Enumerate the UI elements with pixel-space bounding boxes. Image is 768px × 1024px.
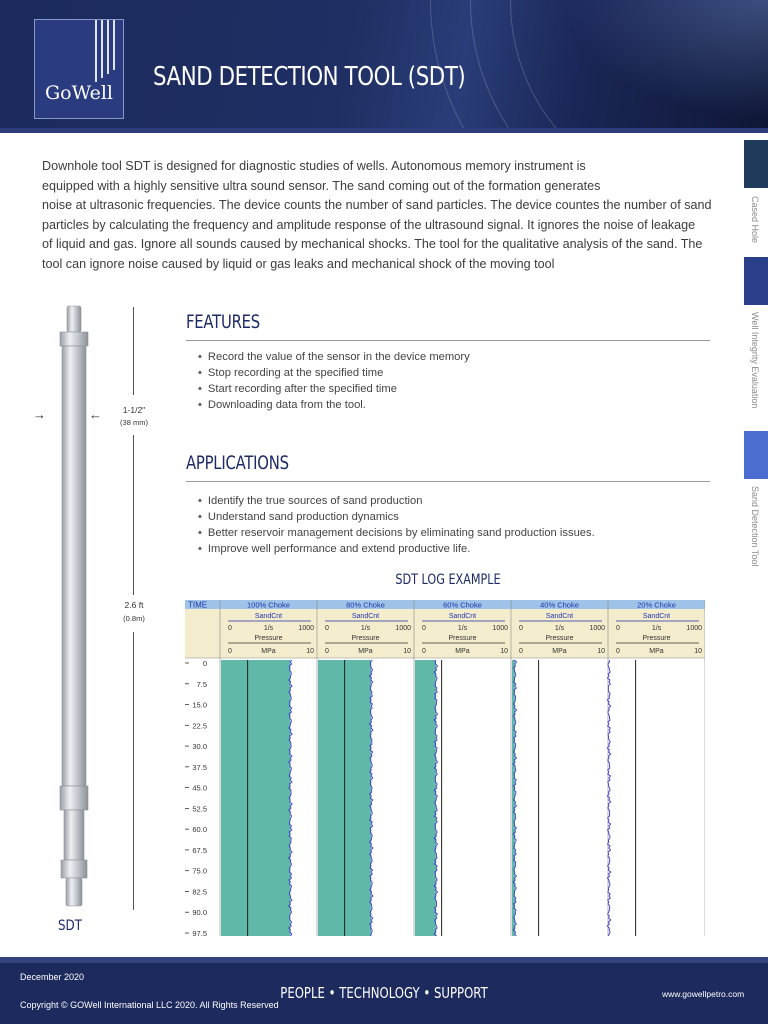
log-pressure-label: Pressure	[254, 635, 283, 642]
applications-list	[198, 493, 595, 557]
log-track-title: 20% Choke	[637, 600, 676, 610]
log-pressure-label: Pressure	[351, 635, 380, 642]
log-depth-tick-label: 30.0	[192, 742, 207, 752]
log-pressure-label: Pressure	[642, 635, 671, 642]
list-item: • Identify the true sources of sand production	[198, 493, 595, 509]
log-sand-min: 0	[228, 625, 232, 632]
log-pressure-max: 10	[500, 648, 508, 655]
side-tab-sand-detection[interactable]	[744, 431, 768, 479]
log-sand-label: SandCnt	[545, 613, 574, 620]
intro-line: Downhole tool SDT is designed for diagnostic studies of wells. Autonomous memory instrument is	[42, 159, 586, 173]
features-divider	[186, 340, 710, 341]
log-depth-tick-label: 15.0	[192, 700, 207, 710]
log-sand-unit: 1/s	[263, 625, 274, 632]
log-sand-min: 0	[422, 625, 426, 632]
footer-copyright: Copyright © GOWell International LLC 2020. All Rights Reserved	[20, 1000, 279, 1010]
log-pressure-max: 10	[306, 648, 314, 655]
log-pressure-min: 0	[519, 648, 523, 655]
list-item: • Record the value of the sensor in the device memory	[198, 349, 470, 365]
dimension-line	[133, 632, 134, 910]
intro-paragraph	[42, 157, 732, 274]
log-depth-tick-label: 97.5	[192, 929, 207, 936]
log-pressure-min: 0	[325, 648, 329, 655]
dimension-arrow-left-icon: ←	[89, 407, 102, 422]
log-depth-tick-label: 37.5	[192, 762, 207, 772]
applications-divider	[186, 481, 710, 482]
log-track-title: 40% Choke	[540, 600, 579, 610]
header-bottom-bar	[0, 128, 768, 133]
company-logo	[34, 19, 124, 119]
sdt-log-chart	[185, 600, 705, 936]
log-pressure-max: 10	[694, 648, 702, 655]
log-sand-unit: 1/s	[360, 625, 371, 632]
side-tab-label: Cased Hole	[750, 196, 760, 244]
footer-tagline: PEOPLE • TECHNOLOGY • SUPPORT	[280, 984, 488, 1002]
log-sand-label: SandCnt	[642, 613, 671, 620]
list-item: • Downloading data from the tool.	[198, 397, 470, 413]
footer-date: December 2020	[20, 972, 85, 982]
features-heading: FEATURES	[186, 311, 260, 333]
log-pressure-min: 0	[228, 648, 232, 655]
list-item: • Stop recording at the specified time	[198, 365, 470, 381]
intro-line: tool can ignore noise caused by liquid or gas leaks and mechanical shock of the moving tool	[42, 256, 555, 271]
log-sand-count-fill	[415, 660, 436, 936]
log-pressure-label: Pressure	[545, 635, 574, 642]
footer-website-link[interactable]: www.gowellpetro.com	[662, 989, 745, 999]
log-sand-label: SandCnt	[448, 613, 477, 620]
log-pressure-unit: MPa	[358, 648, 373, 655]
log-depth-tick-label: 52.5	[192, 804, 207, 814]
log-sand-max: 1000	[589, 625, 605, 632]
log-depth-tick-label: 45.0	[192, 783, 207, 793]
log-pressure-unit: MPa	[552, 648, 567, 655]
log-sand-label: SandCnt	[351, 613, 380, 620]
log-pressure-min: 0	[422, 648, 426, 655]
intro-line: of liquid and gas. Ignore all sounds caused by mechanical shocks. The tool for the qualitative analysis of the sand. The	[42, 237, 703, 251]
log-depth-tick-label: 60.0	[192, 825, 207, 835]
log-sand-count-fill	[221, 660, 290, 936]
length-m-label: (0.8m)	[123, 614, 145, 623]
tool-name-label: SDT	[58, 918, 82, 934]
list-item: • Better reservoir management decisions by eliminating sand production issues.	[198, 525, 595, 541]
side-tab-well-integrity[interactable]	[744, 257, 768, 305]
log-depth-tick-label: 67.5	[192, 845, 207, 855]
log-pressure-unit: MPa	[649, 648, 664, 655]
dimension-arrow-right-icon: →	[33, 407, 46, 422]
dimension-line	[133, 435, 134, 595]
log-sand-min: 0	[519, 625, 523, 632]
applications-heading: APPLICATIONS	[186, 452, 289, 474]
side-tab-label: Well Integrity Evaluation	[750, 312, 760, 409]
diameter-label: 1-1/2"	[122, 405, 146, 415]
log-depth-tick-label: 82.5	[192, 887, 207, 897]
intro-line: equipped with a highly sensitive ultra sound sensor. The sand coming out of the formation generates	[42, 178, 601, 193]
intro-line: particles by calculating the frequency and amplitude response of the ultrasound signal. It ignores the noise of leakage	[42, 217, 696, 232]
footer-top-bar	[0, 957, 768, 963]
tool-illustration	[55, 300, 95, 910]
logo-lines-icon	[93, 20, 119, 82]
log-depth-tick-label: 7.5	[196, 679, 207, 689]
log-sand-unit: 1/s	[457, 625, 468, 632]
log-sand-min: 0	[325, 625, 329, 632]
log-depth-tick-label: 22.5	[192, 721, 207, 731]
log-depth-tick-label: 75.0	[192, 866, 207, 876]
log-depth-tick-label: 90.0	[192, 908, 207, 918]
intro-line: noise at ultrasonic frequencies. The device counts the number of sand particles. The device countes the number of sand	[42, 198, 712, 212]
log-pressure-min: 0	[616, 648, 620, 655]
log-sand-min: 0	[616, 625, 620, 632]
log-sand-max: 1000	[298, 625, 314, 632]
dimension-line	[133, 307, 134, 395]
log-track-title: 60% Choke	[443, 600, 482, 610]
log-sand-unit: 1/s	[554, 625, 565, 632]
log-pressure-max: 10	[597, 648, 605, 655]
log-sand-max: 1000	[395, 625, 411, 632]
log-pressure-unit: MPa	[261, 648, 276, 655]
log-pressure-max: 10	[403, 648, 411, 655]
log-sand-max: 1000	[492, 625, 508, 632]
side-tab-label: Sand Detection Tool	[750, 486, 760, 567]
list-item: • Understand sand production dynamics	[198, 509, 595, 525]
log-sand-label: SandCnt	[254, 613, 283, 620]
log-sand-max: 1000	[686, 625, 702, 632]
log-pressure-unit: MPa	[455, 648, 470, 655]
log-track-title: 80% Choke	[346, 600, 385, 610]
header-arc-decoration	[510, 0, 768, 133]
log-time-header: TIME	[188, 600, 208, 610]
log-pressure-label: Pressure	[448, 635, 477, 642]
logo-text: GoWell	[45, 82, 113, 104]
side-tab-cased-hole[interactable]	[744, 140, 768, 188]
list-item: • Start recording after the specified time	[198, 381, 470, 397]
log-depth-tick-label: 0	[202, 659, 207, 668]
diameter-mm-label: (38 mm)	[120, 418, 148, 427]
log-sand-unit: 1/s	[651, 625, 662, 632]
length-label: 2.6 ft	[124, 600, 144, 610]
page-title: SAND DETECTION TOOL (SDT)	[153, 62, 466, 92]
log-example-title: SDT LOG EXAMPLE	[395, 572, 501, 588]
features-list	[198, 349, 470, 413]
list-item: • Improve well performance and extend productive life.	[198, 541, 595, 557]
log-track-title: 100% Choke	[247, 600, 290, 610]
